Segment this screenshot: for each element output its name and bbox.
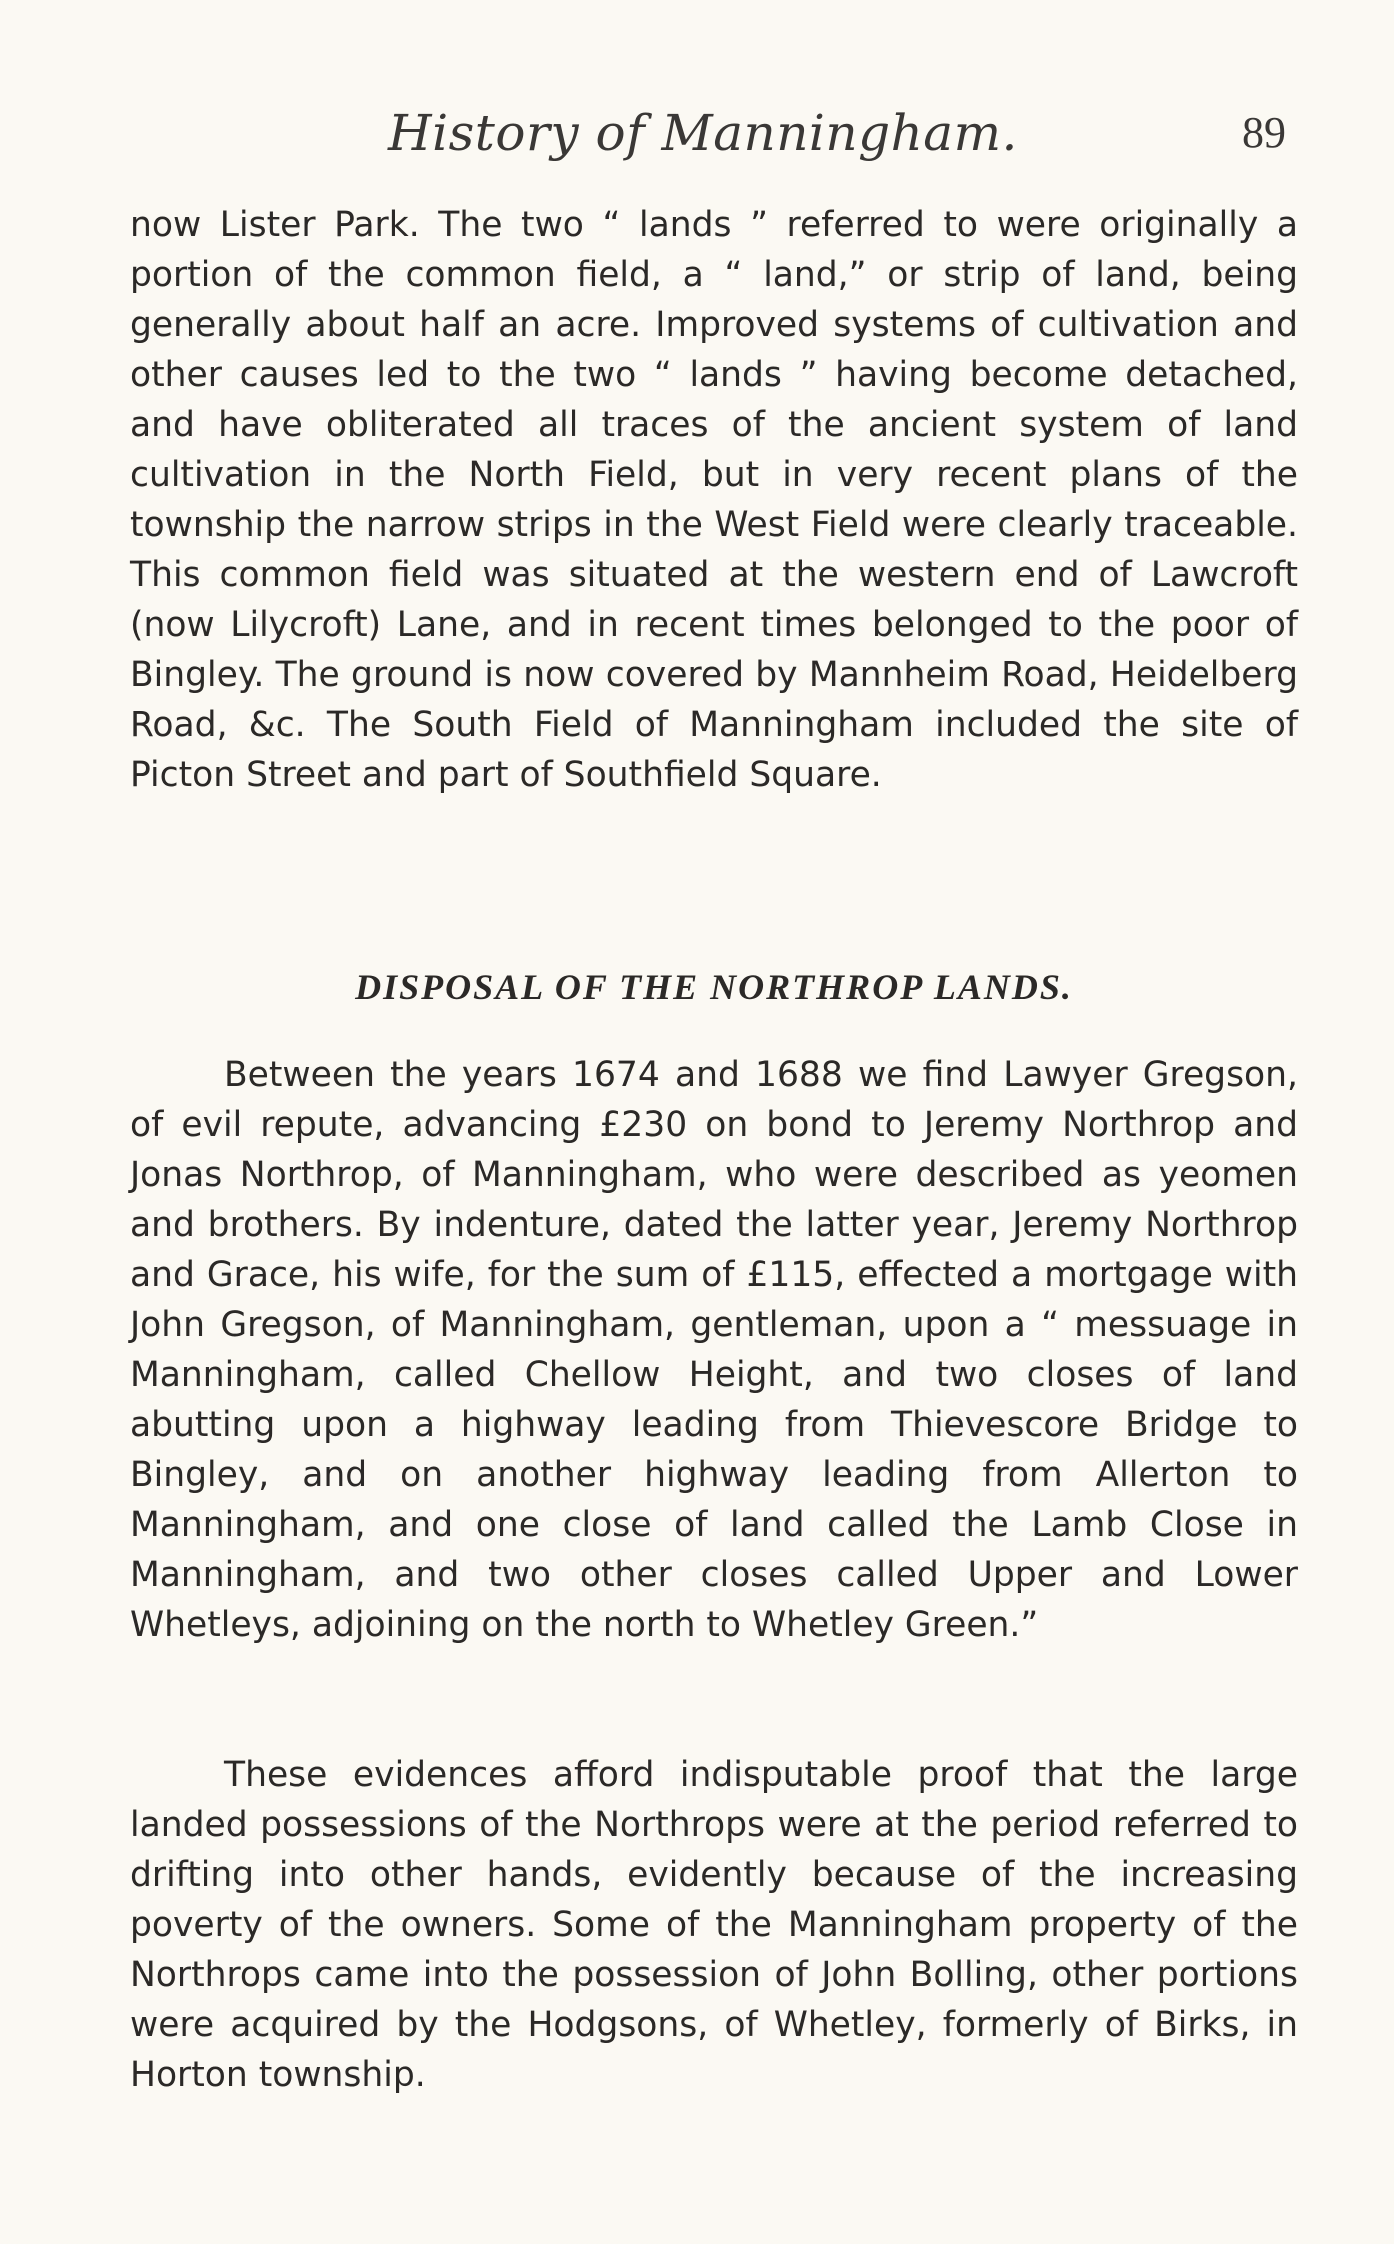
book-page <box>130 0 1298 2244</box>
paragraph-gregson-mortgage: Between the years 1674 and 1688 we find Lawyer Gregson, of evil repute, advancing £230 on bond to Jeremy Northrop and Jonas Northrop, of Manningham, who were described as yeomen and brothers. By indenture, dated the latter year, Jeremy Northrop and Grace, his wife, for the sum of £115, effected a mortgage with John Gregson, of Manningham, gentleman, upon a “ messuage in Manningham, called Chellow Height, and two closes of land abutting upon a highway leading from Thievescore Bridge to Bingley, and on another highway leading from Allerton to Manningham, and one close of land called the Lamb Close in Manningham, and two other closes called Upper and Lower Whetleys, adjoining on the north to Whetley Green.” <box>130 1055 1298 1645</box>
running-head <box>130 98 1298 168</box>
paragraph-lister-park: now Lister Park. The two “ lands ” referred to were originally a portion of the common field, a “ land,” or strip of land, being generally about half an acre. Improved systems of cultivation and other causes led to the two “ lands ” having become detached, and have obliterated all traces of the ancient system of land cultivation in the North Field, but in very recent plans of the township the narrow strips in the West Field were clearly traceable. This common field was situated at the western end of Lawcroft (now Lilycroft) Lane, and in recent times belonged to the poor of Bingley. The ground is now covered by Mannheim Road, Heidelberg Road, &c. The South Field of Manningham included the site of Picton Street and part of Southfield Square. <box>130 205 1298 795</box>
section-heading: DISPOSAL OF THE NORTHROP LANDS. <box>355 967 1073 1007</box>
page-number: 89 <box>1242 108 1286 157</box>
paragraph-northrop-possessions: These evidences afford indisputable proof that the large landed possessions of the Northrops were at the period referred to drifting into other hands, evidently because of the increasing poverty of the owners. Some of the Manningham property of the Northrops came into the possession of John Bolling, other portions were acquired by the Hodgsons, of Whetley, formerly of Birks, in Horton township. <box>130 1755 1298 2095</box>
running-title: History of Manningham. <box>388 104 1018 162</box>
